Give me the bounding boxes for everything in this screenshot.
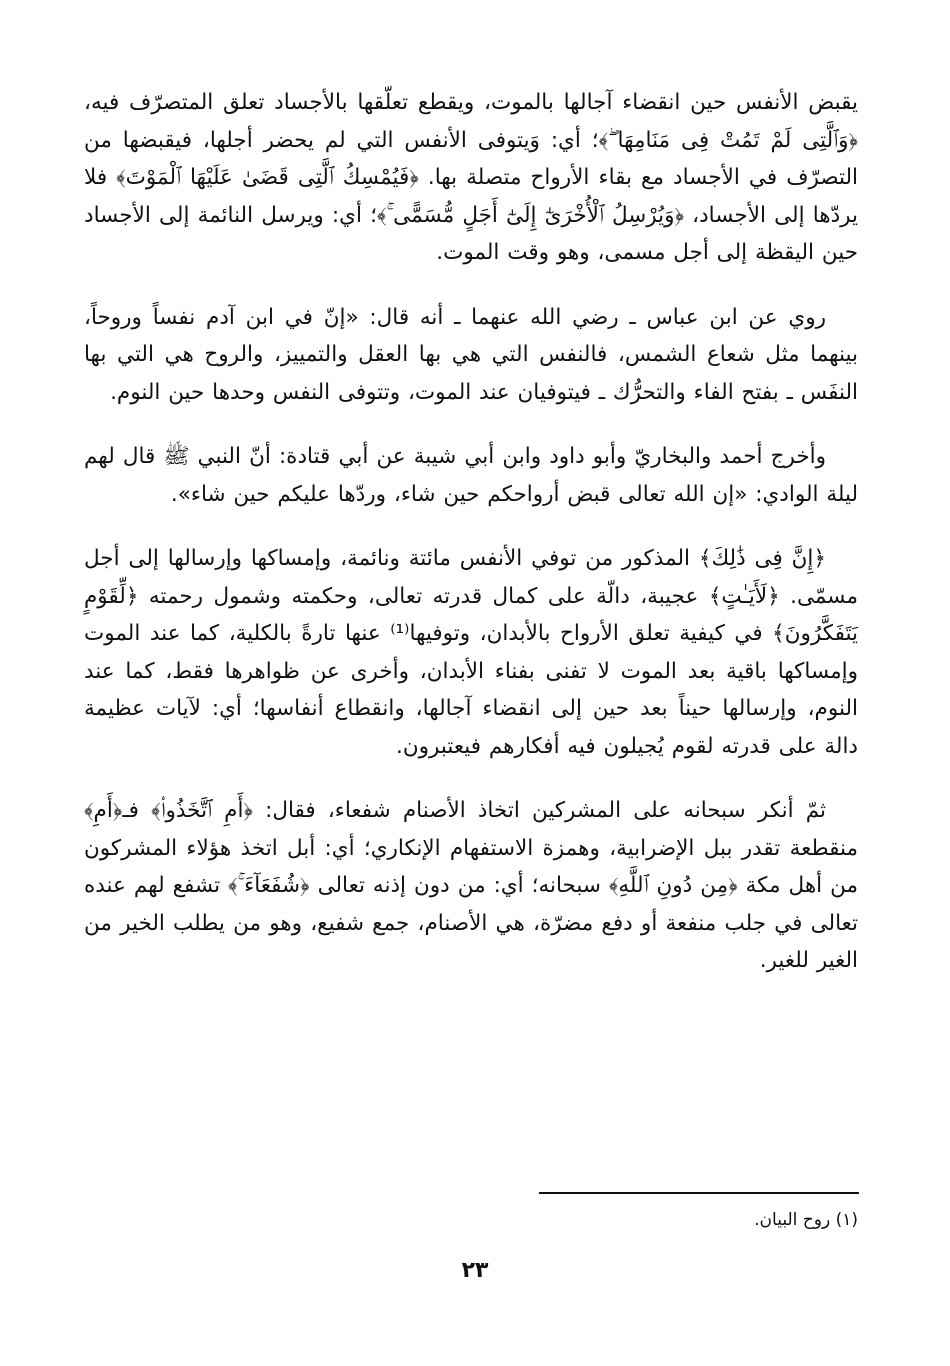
paragraph-1: يقبض الأنفس حين انقضاء آجالها بالموت، ويقطع تعلّقها بالأجساد تعلق المتصرّف فيه، ﴿وَٱلَّتِى لَمْ تَمُتْ فِى مَنَامِهَا ۖ﴾؛ أي: وَيتوفى الأنفس التي لم يحضر أجلها، فيقبضها من التصرّف في الأجساد مع بقاء الأرواح متصلة بها. ﴿فَيُمْسِكُ ٱلَّتِى قَضَىٰ عَلَيْهَا ٱلْمَوْتَ﴾ فلا يردّها إلى الأجساد، ﴿وَيُرْسِلُ ٱلْأُخْرَىٰٓ إِلَىٰٓ أَجَلٍ مُّسَمًّى ۚ﴾؛ أي: ويرسل النائمة إلى الأجساد حين اليقظة إلى أجل مسمى، وهو وقت الموت.: [84, 90, 858, 265]
paragraph-gap: [84, 765, 858, 792]
paragraph-3: وأخرج أحمد والبخاريّ وأبو داود وابن أبي شيبة عن أبي قتادة: أنّ النبي ﷺ قال لهم ليلة الوادي: «إن الله تعالى قبض أرواحكم حين شاء، وردّها عليكم حين شاء».: [84, 444, 858, 507]
footnote: (١) روح البيان.: [754, 1210, 858, 1230]
paragraph-5: ثمّ أنكر سبحانه على المشركين اتخاذ الأصنام شفعاء، فقال: ﴿أَمِ ٱتَّخَذُوا۟﴾ فـ﴿أَمِ﴾ منقطعة تقدر ببل الإضرابية، وهمزة الاستفهام الإنكاري؛ أي: أبل اتخذ هؤلاء المشركون من أهل مكة ﴿مِن دُونِ ٱللَّهِ﴾ سبحانه؛ أي: من دون إذنه تعالى ﴿شُفَعَآءَ ۚ﴾ تشفع لهم عنده تعالى في جلب منفعة أو دفع مضرّة، هي الأصنام، جمع شفيع، وهو من يطلب الخير من الغير للغير.: [84, 798, 858, 973]
paragraph-gap: [84, 513, 858, 540]
paragraph-2: روي عن ابن عباس ـ رضي الله عنهما ـ أنه قال: «إنّ في ابن آدم نفساً وروحاً، بينهما مثل شعاع الشمس، فالنفس التي هي بها العقل والتمييز، والروح هي التي بها النفَس ـ بفتح الفاء والتحرُّك ـ فيتوفيان عند الموت، وتتوفى النفس وحدها حين النوم.: [84, 304, 858, 405]
paragraph-gap: [84, 272, 858, 299]
paragraph-4: ﴿إِنَّ فِى ذَٰلِكَ﴾ المذكور من توفي الأنفس مائتة ونائمة، وإمساكها وإرسالها إلى أجل مسمّى. ﴿لَأَيَـٰتٍ﴾ عجيبة، دالّة على كمال قدرته تعالى، وحكمته وشمول رحمته ﴿لِّقَوْمٍ يَتَفَكَّرُونَ﴾ في كيفية تعلق الأرواح بالأبدان، وتوفيها⁽¹⁾ عنها تارةً بالكلية، كما عند الموت وإمساكها باقية بعد الموت لا تفنى بفناء الأبدان، وأخرى عن ظواهرها فقط، كما عند النوم، وإرسالها حيناً بعد حين إلى انقضاء آجالها، وانقطاع أنفاسها؛ أي: لآيات عظيمة دالة على قدرته لقوم يُجيلون فيه أفكارهم فيعتبرون.: [84, 546, 858, 759]
footnote-divider: [539, 1192, 859, 1194]
paragraph-gap: [84, 411, 858, 438]
page-number: ٢٣: [461, 1258, 489, 1283]
document-body: [84, 84, 858, 980]
